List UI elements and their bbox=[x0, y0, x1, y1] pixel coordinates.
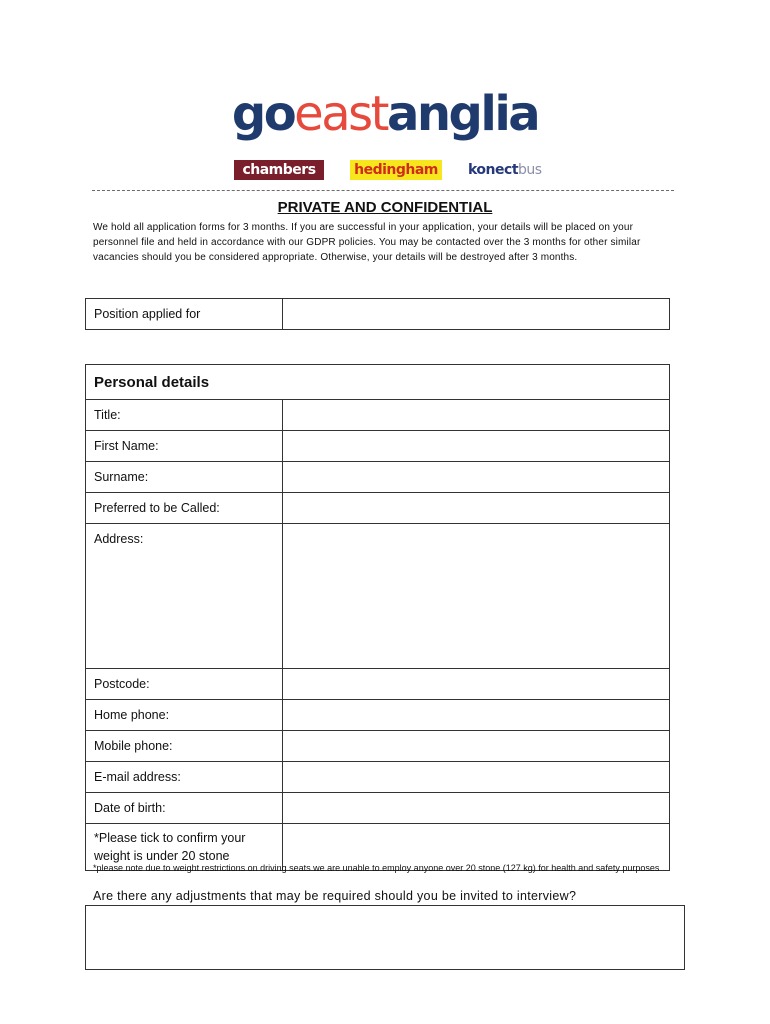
konectbus-logo bbox=[468, 160, 542, 180]
field-label: Preferred to be Called: bbox=[86, 493, 283, 524]
field-label: Surname: bbox=[86, 462, 283, 493]
address-input[interactable] bbox=[283, 524, 670, 669]
intro-paragraph: We hold all application forms for 3 months. If you are successful in your application, your details will be placed on your personnel file and held in accordance with our GDPR policies. You may be contacted over the 3 months for other similar vacancies should you be considered appropriate. Otherwise, your details will be destroyed after 3 months. bbox=[93, 222, 641, 263]
adjustments-answer-box[interactable] bbox=[85, 905, 685, 970]
bus-text: bus bbox=[518, 162, 542, 178]
field-label: Postcode: bbox=[86, 669, 283, 700]
field-label: Title: bbox=[86, 400, 283, 431]
personal-details-table bbox=[85, 364, 670, 871]
header-divider bbox=[92, 190, 674, 191]
surname-input[interactable] bbox=[283, 462, 670, 493]
hedingham-logo: hedingham bbox=[350, 160, 442, 180]
konect-text: konect bbox=[468, 162, 519, 178]
page-title: PRIVATE AND CONFIDENTIAL bbox=[277, 199, 493, 216]
field-label: First Name: bbox=[86, 431, 283, 462]
postcode-input[interactable] bbox=[283, 669, 670, 700]
home-phone-input[interactable] bbox=[283, 700, 670, 731]
personal-details-heading: Personal details bbox=[86, 365, 670, 400]
goeastanglia-logo bbox=[0, 86, 770, 142]
preferred-name-input[interactable] bbox=[283, 493, 670, 524]
position-input[interactable] bbox=[283, 299, 670, 330]
logo-go: go bbox=[231, 86, 295, 142]
mobile-phone-input[interactable] bbox=[283, 731, 670, 762]
field-label: *Please tick to confirm your weight is under 20 stone bbox=[86, 824, 283, 871]
field-label: Date of birth: bbox=[86, 793, 283, 824]
field-label: E-mail address: bbox=[86, 762, 283, 793]
field-label: Address: bbox=[86, 524, 283, 669]
position-label: Position applied for bbox=[86, 299, 283, 330]
field-label: Home phone: bbox=[86, 700, 283, 731]
position-table bbox=[85, 298, 670, 330]
chambers-logo: chambers bbox=[234, 160, 324, 180]
date-of-birth-input[interactable] bbox=[283, 793, 670, 824]
field-label: Mobile phone: bbox=[86, 731, 283, 762]
adjustments-question: Are there any adjustments that may be required should you be invited to interview? bbox=[93, 889, 577, 903]
first-name-input[interactable] bbox=[283, 431, 670, 462]
email-input[interactable] bbox=[283, 762, 670, 793]
weight-note: *please note due to weight restrictions on driving seats we are unable to employ anyone over 20 stone (127 kg) for health and safety purposes bbox=[93, 863, 660, 873]
logo-east: east bbox=[294, 86, 387, 142]
brand-logos bbox=[0, 160, 770, 182]
title-input[interactable] bbox=[283, 400, 670, 431]
logo-anglia: anglia bbox=[386, 86, 539, 142]
